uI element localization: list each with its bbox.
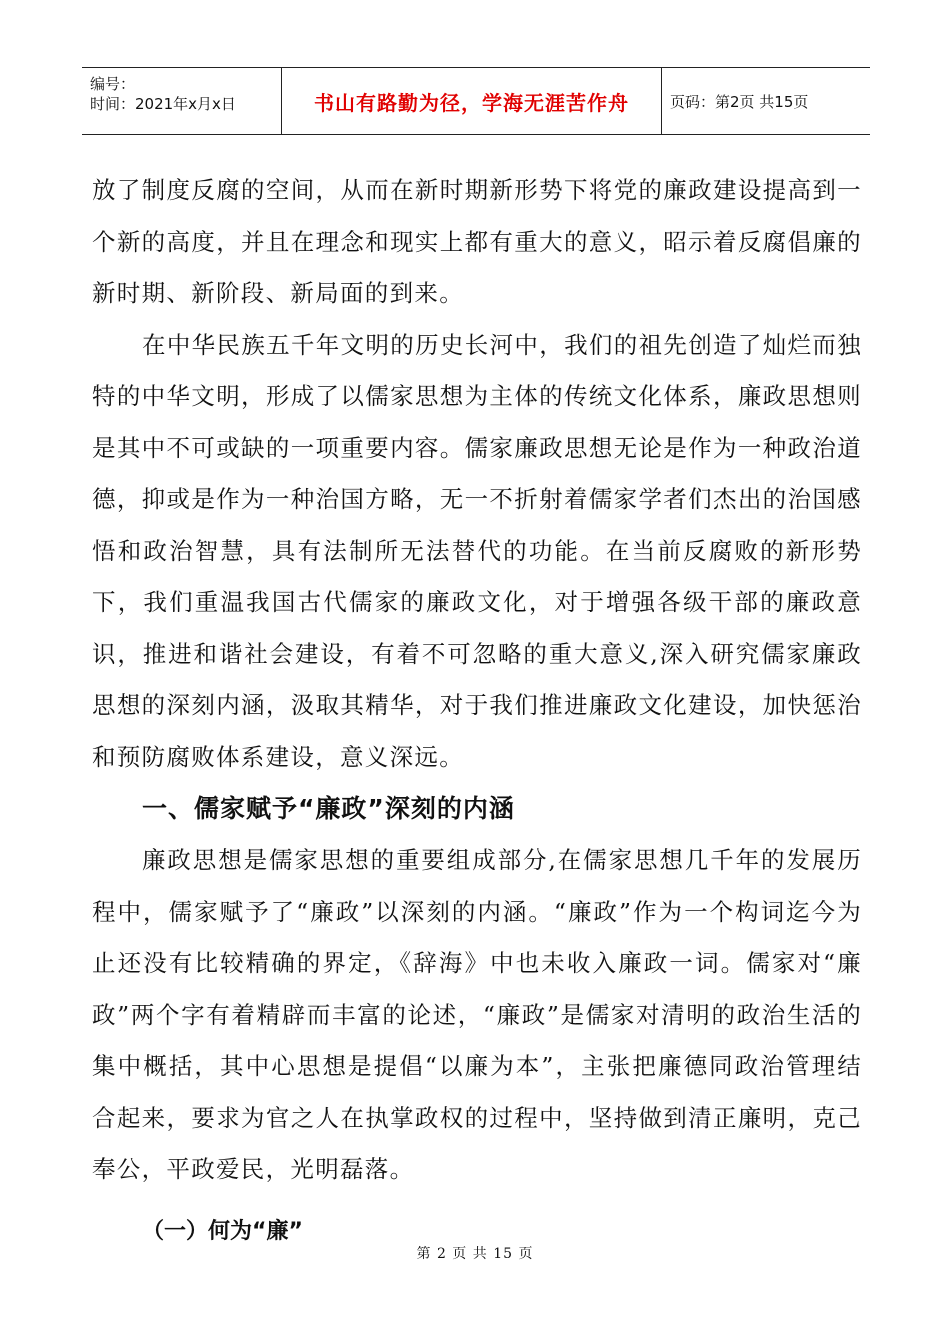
header-motto-cell	[282, 68, 662, 134]
subsection-heading: （一）何为“廉”	[142, 1218, 303, 1244]
page-header	[82, 67, 870, 135]
document-time-label: 时间：2021年x月x日	[90, 95, 236, 113]
header-page-info: 页码：第2页 共15页	[670, 92, 809, 111]
header-meta	[82, 68, 282, 134]
page-footer: 第 2 页 共 15 页	[416, 1246, 534, 1262]
document-number-label: 编号：	[90, 75, 136, 93]
section-paragraph: 廉政思想是儒家思想的重要组成部分,在儒家思想几千年的发展历程中，儒家赋予了“廉政”以深刻的内涵。“廉政”作为一个构词迄今为止还没有比较精确的界定，《辞海》中也未收入廉政一词。儒家对“廉政”两个字有着精辟而丰富的论述，“廉政”是儒家对清明的政治生活的集中概括，其中心思想是提倡“以廉为本”，主张把廉德同政治管理结合起来，要求为官之人在执掌政权的过程中，坚持做到清正廉明，克己奉公，平政爱民，光明磊落。	[92, 846, 862, 1183]
document-body	[92, 165, 862, 1258]
header-motto: 书山有路勤为径，学海无涯苦作舟	[314, 90, 629, 115]
paragraph-continued: 放了制度反腐的空间，从而在新时期新形势下将党的廉政建设提高到一个新的高度，并且在理念和现实上都有重大的意义，昭示着反腐倡廉的新时期、新阶段、新局面的到来。	[92, 176, 862, 307]
paragraph-intro: 在中华民族五千年文明的历史长河中，我们的祖先创造了灿烂而独特的中华文明，形成了以儒家思想为主体的传统文化体系，廉政思想则是其中不可或缺的一项重要内容。儒家廉政思想无论是作为一种政治道德，抑或是作为一种治国方略，无一不折射着儒家学者们杰出的治国感悟和政治智慧，具有法制所无法替代的功能。在当前反腐败的新形势下，我们重温我国古代儒家的廉政文化，对于增强各级干部的廉政意识，推进和谐社会建设，有着不可忽略的重大意义,深入研究儒家廉政思想的深刻内涵，汲取其精华，对于我们推进廉政文化建设，加快惩治和预防腐败体系建设，意义深远。	[92, 330, 862, 771]
section-heading: 一、儒家赋予“廉政”深刻的内涵	[142, 794, 515, 823]
